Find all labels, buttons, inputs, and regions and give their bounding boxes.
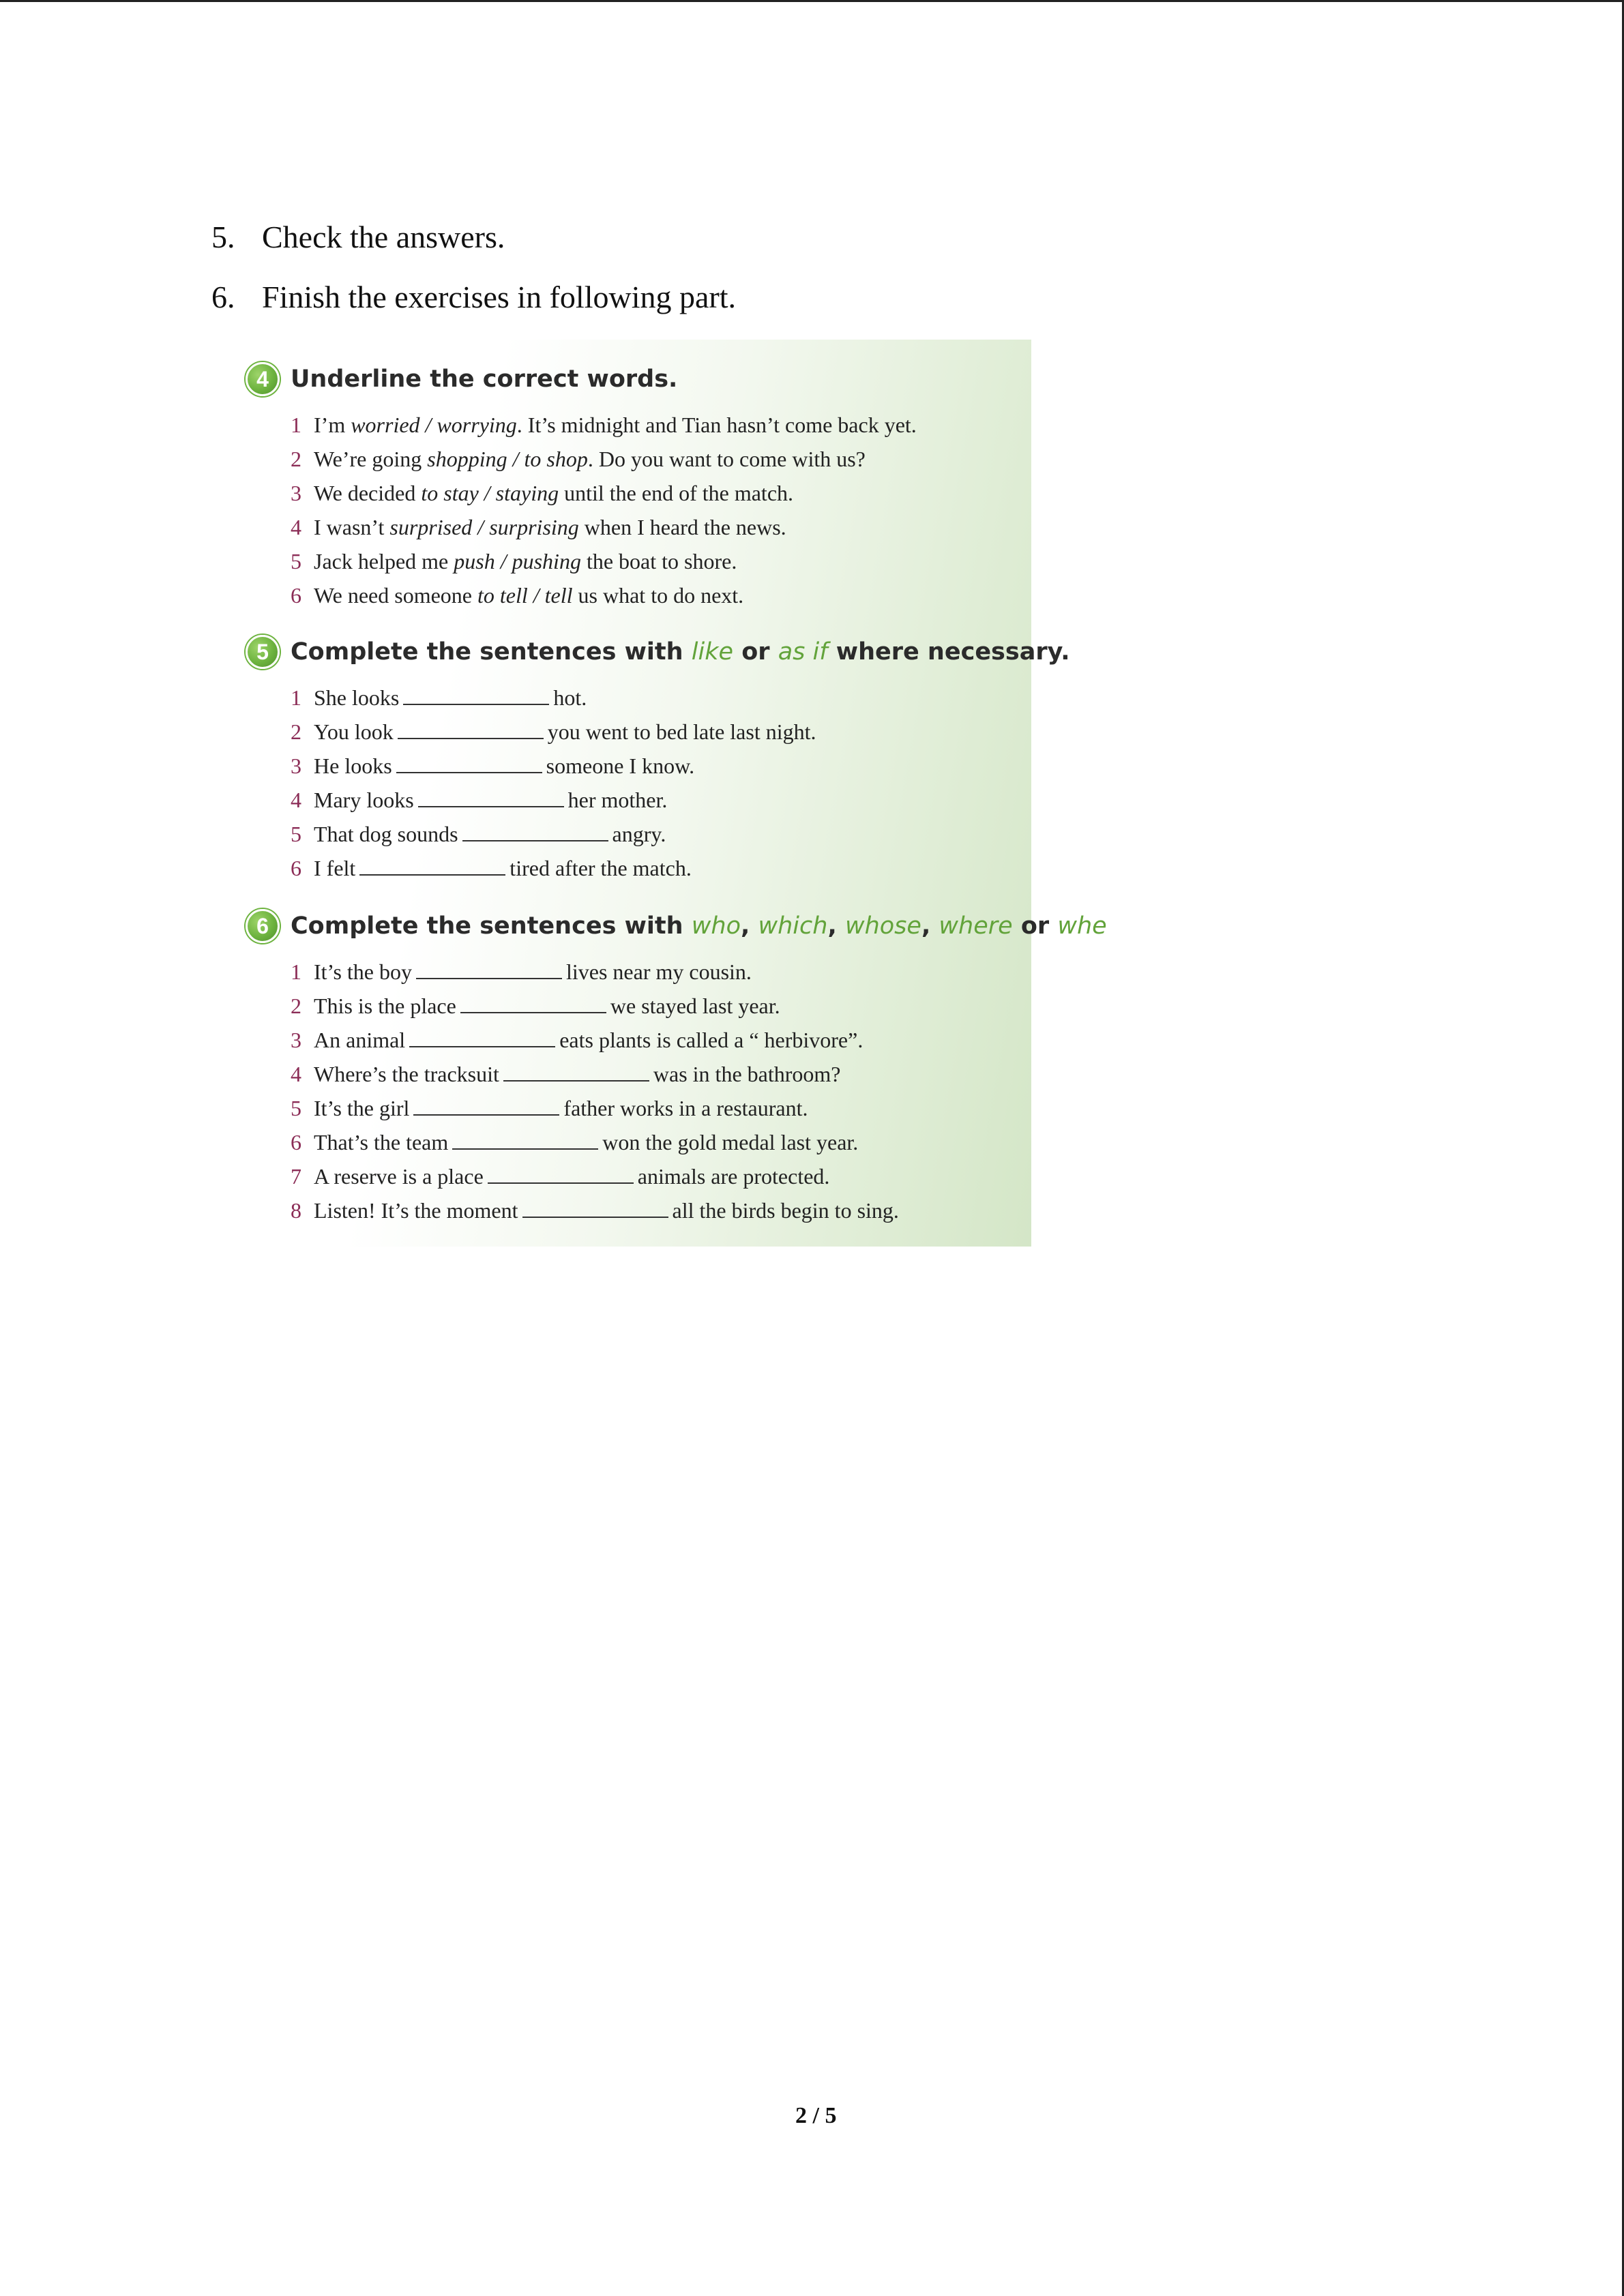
- list-item: [291, 578, 917, 612]
- list-item: [291, 681, 1070, 715]
- item-text: Mary looks: [314, 788, 414, 812]
- list-item: [291, 989, 1107, 1023]
- title-text: where necessary.: [827, 638, 1070, 666]
- answer-blank: [522, 1199, 668, 1218]
- item-text: I felt: [314, 856, 356, 880]
- title-text: or: [1012, 912, 1058, 940]
- item-text: He looks: [314, 754, 392, 778]
- item-text: I wasn’t: [314, 515, 390, 539]
- item-text: We need someone: [314, 583, 477, 608]
- item-text: someone I know.: [546, 754, 695, 778]
- item-number: 5: [291, 1096, 301, 1120]
- exercise-6: [246, 907, 1107, 1227]
- title-text: ,: [741, 912, 758, 940]
- item-text: . Do you want to come with us?: [587, 447, 866, 471]
- item-text: father works in a restaurant.: [563, 1096, 808, 1120]
- item-number: 5: [291, 549, 301, 573]
- item-number: 4: [291, 1062, 301, 1086]
- item-text: lives near my cousin.: [565, 959, 752, 984]
- item-text: A reserve is a place: [314, 1164, 484, 1189]
- list-item: [291, 783, 1070, 817]
- item-number: 1: [291, 959, 301, 984]
- item-text: until the end of the match.: [559, 481, 794, 505]
- keyword: who: [691, 912, 741, 940]
- exercise-4: [246, 360, 917, 612]
- list-item: [291, 1091, 1107, 1125]
- step-number: 6.: [211, 280, 235, 314]
- list-item: [291, 749, 1070, 783]
- step-text: Finish the exercises in following part.: [262, 280, 736, 314]
- item-text: Where’s the tracksuit: [314, 1062, 499, 1086]
- item-number: 8: [291, 1198, 301, 1223]
- answer-blank: [452, 1131, 598, 1150]
- item-number: 1: [291, 413, 301, 437]
- item-text: tired after the match.: [510, 856, 692, 880]
- answer-blank: [398, 720, 544, 739]
- item-text: Listen! It’s the moment: [314, 1198, 518, 1223]
- item-options: push / pushing: [454, 549, 581, 573]
- item-text: I’m: [314, 413, 351, 437]
- item-text: we stayed last year.: [610, 994, 780, 1018]
- page-top-border: [0, 0, 1624, 2]
- title-text: Complete the sentences with: [291, 638, 692, 666]
- answer-blank: [403, 686, 549, 705]
- list-item: [291, 851, 1070, 885]
- item-options: to stay / staying: [421, 481, 559, 505]
- title-text: ,: [921, 912, 939, 940]
- keyword: whose: [844, 912, 921, 940]
- answer-blank: [488, 1165, 634, 1184]
- item-number: 6: [291, 856, 301, 880]
- answer-blank: [359, 856, 505, 876]
- page-number: 2 / 5: [795, 2103, 837, 2128]
- item-text: all the birds begin to sing.: [672, 1198, 899, 1223]
- exercise-4-title: Underline the correct words.: [291, 366, 678, 393]
- list-item: [291, 817, 1070, 851]
- item-text: her mother.: [567, 788, 668, 812]
- item-number: 2: [291, 994, 301, 1018]
- item-text: This is the place: [314, 994, 456, 1018]
- item-number: 2: [291, 447, 301, 471]
- answer-blank: [413, 1097, 559, 1116]
- list-item: [291, 510, 917, 544]
- answer-blank: [416, 960, 562, 979]
- list-item: [291, 442, 917, 476]
- item-number: 7: [291, 1164, 301, 1189]
- item-text: An animal: [314, 1028, 406, 1052]
- steps-list: [211, 217, 736, 337]
- item-text: the boat to shore.: [580, 549, 737, 573]
- item-options: to tell / tell: [477, 583, 573, 608]
- item-text: when I heard the news.: [578, 515, 786, 539]
- exercise-4-items: [291, 408, 917, 612]
- item-text: was in the bathroom?: [653, 1062, 841, 1086]
- answer-blank: [462, 822, 608, 841]
- item-text: That’s the team: [314, 1130, 449, 1154]
- exercise-number-badge: 4: [246, 362, 280, 396]
- item-text: you went to bed late last night.: [547, 719, 816, 744]
- item-number: 4: [291, 788, 301, 812]
- exercise-6-items: [291, 955, 1107, 1227]
- item-number: 6: [291, 1130, 301, 1154]
- item-text: angry.: [612, 822, 666, 846]
- item-options: worried / worrying: [351, 413, 517, 437]
- item-number: 5: [291, 822, 301, 846]
- list-item: [291, 955, 1107, 989]
- item-number: 6: [291, 583, 301, 608]
- step-item: [211, 217, 736, 258]
- exercise-number-badge: 6: [246, 909, 280, 943]
- answer-blank: [418, 788, 564, 807]
- item-number: 3: [291, 754, 301, 778]
- title-text: or: [733, 638, 778, 666]
- list-item: [291, 715, 1070, 749]
- item-text: animals are protected.: [637, 1164, 830, 1189]
- keyword: as if: [778, 638, 828, 666]
- item-text: We decided: [314, 481, 422, 505]
- answer-blank: [409, 1028, 555, 1047]
- item-text: Jack helped me: [314, 549, 454, 573]
- item-text: hot.: [553, 685, 587, 710]
- list-item: [291, 1023, 1107, 1057]
- item-text: won the gold medal last year.: [602, 1130, 859, 1154]
- step-text: Check the answers.: [262, 220, 505, 254]
- step-number: 5.: [211, 220, 235, 254]
- answer-blank: [396, 754, 542, 773]
- exercise-5: [246, 633, 1070, 885]
- title-text: ,: [827, 912, 845, 940]
- exercise-6-title: [291, 912, 1107, 940]
- item-text: It’s the boy: [314, 959, 412, 984]
- item-text: You look: [314, 719, 394, 744]
- exercise-image: [211, 340, 1107, 1247]
- item-number: 2: [291, 719, 301, 744]
- item-text: eats plants is called a “ herbivore”.: [559, 1028, 863, 1052]
- item-options: shopping / to shop: [427, 447, 588, 471]
- title-text: Complete the sentences with: [291, 912, 692, 940]
- exercise-5-title: [291, 638, 1070, 666]
- step-item: [211, 277, 736, 318]
- keyword: which: [758, 912, 828, 940]
- list-item: [291, 544, 917, 578]
- item-number: 4: [291, 515, 301, 539]
- answer-blank: [460, 994, 606, 1013]
- answer-blank: [503, 1062, 649, 1082]
- item-text: us what to do next.: [572, 583, 744, 608]
- item-options: surprised / surprising: [389, 515, 579, 539]
- item-text: She looks: [314, 685, 400, 710]
- list-item: [291, 476, 917, 510]
- item-number: 3: [291, 1028, 301, 1052]
- item-number: 3: [291, 481, 301, 505]
- list-item: [291, 408, 917, 442]
- exercise-5-header: [246, 633, 1070, 671]
- exercise-4-header: [246, 360, 917, 398]
- keyword: like: [691, 638, 734, 666]
- list-item: [291, 1193, 1107, 1227]
- exercise-6-header: [246, 907, 1107, 945]
- item-number: 1: [291, 685, 301, 710]
- item-text: It’s the girl: [314, 1096, 410, 1120]
- item-text: That dog sounds: [314, 822, 458, 846]
- list-item: [291, 1057, 1107, 1091]
- list-item: [291, 1159, 1107, 1193]
- list-item: [291, 1125, 1107, 1159]
- exercise-5-items: [291, 681, 1070, 885]
- exercise-number-badge: 5: [246, 635, 280, 669]
- keyword: whe: [1057, 912, 1107, 940]
- item-text: . It’s midnight and Tian hasn’t come back yet.: [516, 413, 917, 437]
- keyword: where: [939, 912, 1013, 940]
- item-text: We’re going: [314, 447, 428, 471]
